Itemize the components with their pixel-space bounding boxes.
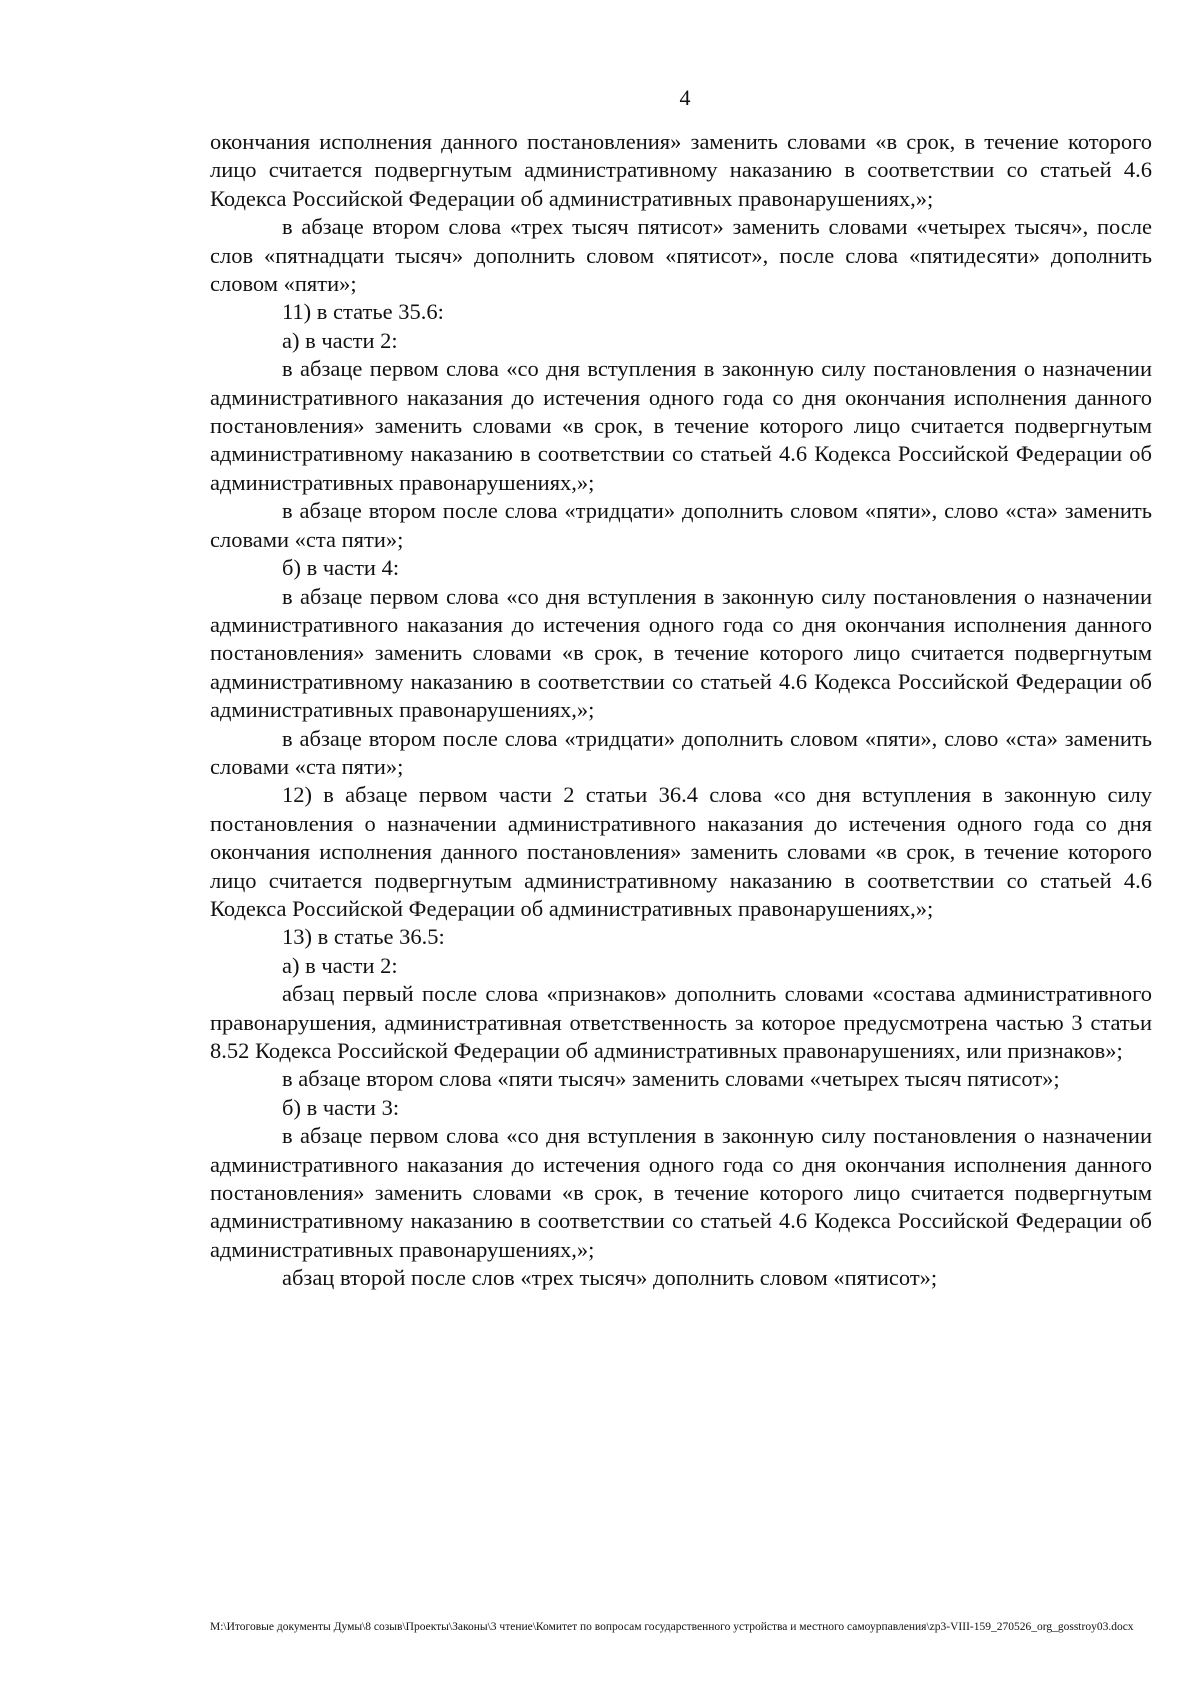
- paragraph: в абзаце втором слова «трех тысяч пятисот» заменить словами «четырех тысяч», после слов «пятнадцати тысяч» дополнить словом «пятисот», после слова «пятидесяти» дополнить словом «пяти»;: [210, 214, 1152, 297]
- paragraph: абзац второй после слов «трех тысяч» дополнить словом «пятисот»;: [282, 1265, 938, 1291]
- page-number: 4: [679, 85, 691, 110]
- paragraph: в абзаце первом слова «со дня вступления в законную силу постановления о назначении административного наказания до истечения одного года со дня окончания исполнения данного постановления» заменить словами «в срок, в течение которого лицо считается подвергнутым административному наказанию в соответствии со статьей 4.6 Кодекса Российской Федерации об административных правонарушениях,»;: [210, 1123, 1152, 1262]
- paragraph: окончания исполнения данного постановления» заменить словами «в срок, в течение которого лицо считается подвергнутым административному наказанию в соответствии со статьей 4.6 Кодекса Российской Федерации об административных правонарушениях,»;: [210, 129, 1152, 211]
- paragraph: в абзаце втором слова «пяти тысяч» заменить словами «четырех тысяч пятисот»;: [282, 1066, 1060, 1092]
- paragraph: 11) в статье 35.6:: [282, 299, 444, 325]
- paragraph: б) в части 4:: [282, 555, 400, 581]
- paragraph: б) в части 3:: [282, 1094, 400, 1120]
- paragraph: 12) в абзаце первом части 2 статьи 36.4 слова «со дня вступления в законную силу постановления о назначении административного наказания до истечения одного года со дня окончания исполнения данного постановления» заменить словами «в срок, в течение которого лицо считается подвергнутым административному наказанию в соответствии со статьей 4.6 Кодекса Российской Федерации об административных правонарушениях,»;: [210, 782, 1152, 921]
- document-body: [210, 128, 1152, 1293]
- paragraph: 13) в статье 36.5:: [282, 924, 445, 950]
- paragraph: в абзаце первом слова «со дня вступления в законную силу постановления о назначении административного наказания до истечения одного года со дня окончания исполнения данного постановления» заменить словами «в срок, в течение которого лицо считается подвергнутым административному наказанию в соответствии со статьей 4.6 Кодекса Российской Федерации об административных правонарушениях,»;: [210, 356, 1152, 495]
- footer-file-path: М:\Итоговые документы Думы\8 созыв\Проекты\Законы\3 чтение\Комитет по вопросам государственного устройства и местного самоурпавления\zp3-VIII-159_270526_org_gosstroy03.docx: [210, 1621, 1134, 1633]
- paragraph: абзац первый после слова «признаков» дополнить словами «состава административного правонарушения, административная ответственность за которое предусмотрена частью 3 статьи 8.52 Кодекса Российской Федерации об административных правонарушениях, или признаков»;: [210, 981, 1152, 1063]
- paragraph: в абзаце первом слова «со дня вступления в законную силу постановления о назначении административного наказания до истечения одного года со дня окончания исполнения данного постановления» заменить словами «в срок, в течение которого лицо считается подвергнутым административному наказанию в соответствии со статьей 4.6 Кодекса Российской Федерации об административных правонарушениях,»;: [210, 583, 1152, 723]
- paragraph: в абзаце втором после слова «тридцати» дополнить словом «пяти», слово «ста» заменить словами «ста пяти»;: [210, 498, 1152, 552]
- paragraph: а) в части 2:: [282, 952, 398, 978]
- paragraph: в абзаце втором после слова «тридцати» дополнить словом «пяти», слово «ста» заменить словами «ста пяти»;: [210, 725, 1152, 779]
- paragraph: а) в части 2:: [282, 327, 398, 353]
